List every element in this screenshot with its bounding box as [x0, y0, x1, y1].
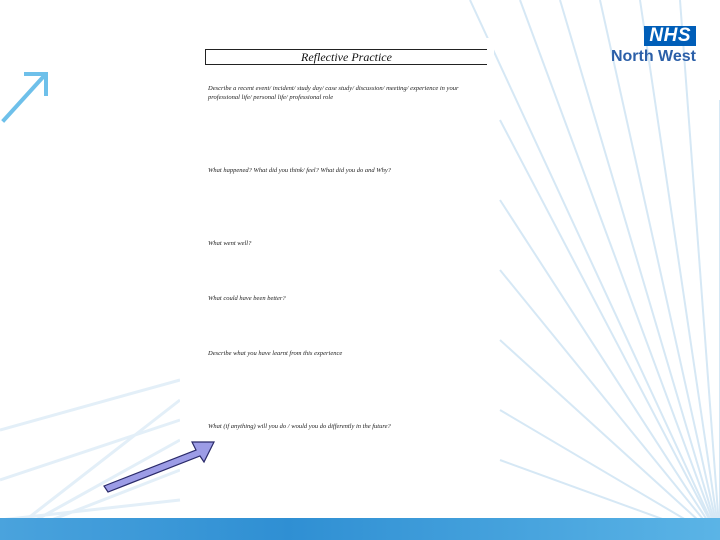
question-what-went-well: What went well?	[208, 240, 252, 247]
region-name: North West	[610, 48, 696, 65]
question-describe-event: Describe a recent event/ incident/ study day/ case study/ discussion/ meeting/ experience in your professional life/ personal life/ professional role	[208, 85, 459, 101]
corner-arrow-icon	[0, 66, 52, 126]
document-title: Reflective Practice	[205, 49, 487, 65]
reflective-practice-document	[180, 38, 494, 494]
question-what-learnt: Describe what you have learnt from this experience	[208, 350, 343, 357]
question-could-be-better: What could have been better?	[208, 295, 286, 302]
nhs-north-west-logo	[586, 26, 696, 70]
pointer-arrow-icon	[100, 436, 220, 496]
question-future-changes: What (if anything) will you do / would you do differently in the future?	[208, 423, 391, 430]
footer-band	[0, 518, 720, 540]
question-what-happened: What happened? What did you think/ feel? What did you do and Why?	[208, 167, 392, 174]
nhs-logo-mark: NHS	[644, 26, 696, 46]
